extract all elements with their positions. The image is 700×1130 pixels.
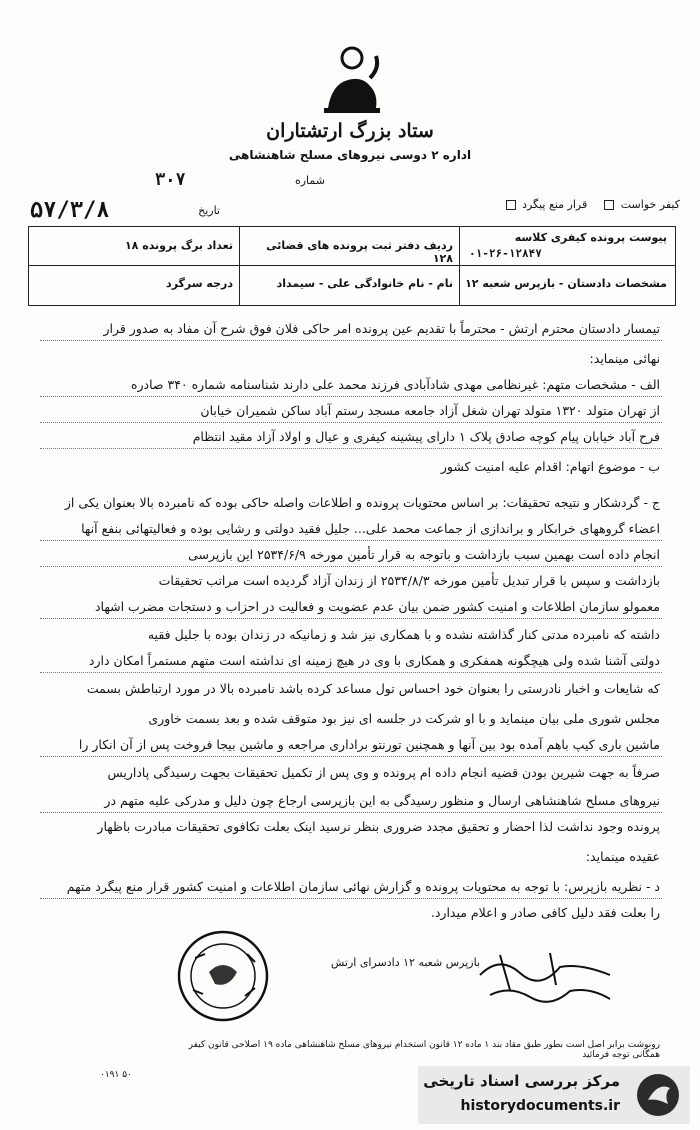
footer-line: رونوشت برابر اصل است بطور طبق مقاد بند ۱ ماده ۱۲ قانون استخدام نیروهای مسلح شاهنشاهی ماده ۱۹ اصلاحی قانون کیفر (188, 1040, 660, 1050)
cell-rank: درجه سرگرد (166, 277, 233, 290)
cell-pages: تعداد برگ پرونده ۱۸ (124, 239, 233, 252)
body-line: الف - مشخصات متهم: غیرنظامی مهدی شادآبادی فرزند محمد علی دارند شناسنامه شماره ۳۴۰ صادره (130, 377, 660, 392)
underline-rule (40, 422, 662, 423)
underline-rule (40, 812, 662, 813)
footer-note (80, 1040, 660, 1060)
watermark-url: historydocuments.ir (460, 1098, 620, 1114)
body-line: داشته که نامبرده مدتی کنار گذاشته نشده و با همکاری نیز شد و زمانیکه در زندان بوده با جلیل فقیه (147, 627, 660, 642)
body-line: صرفاً به جهت شیرین بودن قضیه انجام داده ام پرونده و وی پس از تکمیل تحقیقات بجهت رسیدگی پاداریس (107, 765, 660, 780)
body-line: تیمسار دادستان محترم ارتش - محترماً با تقدیم عین پرونده امر حاکی فلان فوق شرح آن مفاد به صدور قرار (103, 321, 660, 336)
watermark-name: مرکز بررسی اسناد تاریخی (423, 1072, 620, 1090)
number-field (95, 172, 325, 192)
official-seal-icon (175, 928, 271, 1024)
number-value: ۳۰۷ (155, 170, 186, 190)
body-line: نیروهای مسلح شاهنشاهی ارسال و منظور رسیدگی به این بازپرسی ارجاع چون دلیل و مدرکی علیه متهم در (104, 793, 660, 808)
body-line: ماشین باری کیپ باهم آمده بود بین آنها و همچنین تورنتو براداری مراجعه و ماشین بیجا فروخت پس از آن انکار را (78, 737, 660, 752)
underline-rule (40, 340, 662, 341)
underline-rule (40, 756, 662, 757)
date-value: ۵۷/۳/۸ (30, 198, 110, 223)
body-line: از تهران متولد ۱۳۲۰ متولد تهران شغل آزاد جامعه مسجد رستم آباد ساکن شمیران خیابان (200, 403, 660, 418)
underline-rule (40, 566, 662, 567)
checkbox-indictment (604, 200, 614, 210)
cell-file-value: ۰۱-۲۶-۱۲۸۴۷ (469, 247, 542, 260)
body-line: ج - گردشکار و نتیجه تحقیقات: بر اساس محتویات پرونده و اطلاعات واصله حاکی بوده که نامبرده بالا بعنوان یکی از (64, 495, 660, 510)
underline-rule (40, 396, 662, 397)
body-line: عقیده مینماید: (585, 849, 660, 864)
body-line: مجلس شوری ملی بیان مینماید و با او شرکت در جلسه ای نیز بود متوقف شده و بعد بسمت خاوری (148, 711, 660, 726)
handwritten-signature-icon (470, 945, 620, 1015)
body-line: که شایعات و اخبار نادرستی را بعنوان خود احساس تول مساعد کرده باشد نامبرده بالا در مورد ارتباطش بسمت (86, 681, 660, 696)
number-label: شماره (294, 174, 325, 187)
signature-caption: بازپرس شعبه ۱۲ دادسرای ارتش (330, 956, 480, 969)
body-line: پرونده وجود نداشت لذا احضار و تحقیق مجدد ضروری بنظر نرسید اینک بعلت تکافوی تحقیقات مبادرت باظهار (97, 819, 660, 834)
date-field (30, 198, 220, 224)
body-line: د - نظریه بازپرس: با توجه به محتویات پرونده و گزارش نهائی سازمان اطلاعات و امنیت کشور قرار منع پیگرد متهم (66, 879, 660, 894)
cell-register: ردیف دفتر ثبت پرونده های قضائی ۱۲۸ (266, 239, 453, 265)
body-line: اعضاء گروههای خرابکار و براندازی از جماعت محمد علی... جلیل فقید دولتی و رشایی بوده و فعالیتهائی بنفع آنها (81, 521, 660, 536)
underline-rule (40, 540, 662, 541)
org-subtitle: اداره ۲ دوسی نیروهای مسلح شاهنشاهی (228, 148, 472, 162)
checkbox-dismissal-label: قرار منع پیگرد (522, 198, 588, 211)
document-type-checkboxes (420, 198, 680, 218)
cell-spec: مشخصات دادستان - بازپرس شعبه ۱۲ (465, 277, 667, 290)
date-label: تاریخ (198, 204, 220, 217)
checkbox-dismissal (506, 200, 516, 210)
underline-rule (40, 618, 662, 619)
body-line: را بعلت فقد دلیل کافی صادر و اعلام میدارد. (430, 905, 660, 920)
body-line: نهائی مینماید: (589, 351, 660, 366)
footer-line: همگانی توجه فرمائید (582, 1050, 660, 1060)
body-line: ب - موضوع اتهام: اقدام علیه امنیت کشور (440, 459, 660, 474)
underline-rule (40, 448, 662, 449)
table-divider (29, 265, 675, 266)
table-divider (459, 227, 460, 305)
body-line: دولتی آشنا شده ولی هیچگونه همفکری و همکاری با وی در هیچ زمینه ای نداشته است متهم مستمراً امکان دارد (88, 653, 660, 668)
body-line: انجام داده است بهمین سبب بازداشت و باتوجه به قرار تأمین مورخه ۲۵۳۴/۶/۹ این بازپرسی (188, 547, 660, 562)
org-title: ستاد بزرگ ارتشتاران (266, 120, 434, 142)
underline-rule (40, 898, 662, 899)
footer-number: ۰۱۹۱ ۵۰ (100, 1070, 132, 1080)
info-table (28, 226, 676, 306)
lion-sun-emblem-icon (318, 38, 386, 116)
checkbox-indictment-label: کیفر خواست (620, 198, 680, 211)
archive-logo-icon (634, 1072, 682, 1118)
watermark-logo (418, 1066, 690, 1124)
cell-file-label: پیوست پرونده کیفری کلاسه (514, 231, 667, 244)
underline-rule (40, 672, 662, 673)
body-line: بازداشت و سپس با قرار تبدیل تأمین مورخه ۲۵۳۴/۸/۳ از زندان آزاد گردیده است مراتب تحقیقات (158, 573, 660, 588)
body-line: معمولو سازمان اطلاعات و امنیت کشور ضمن بیان عدم عضویت و فعالیت در احزاب و دستجات مضرب اشهاد (94, 599, 660, 614)
cell-name: نام - نام خانوادگی علی - سیمداد (276, 277, 453, 290)
table-divider (239, 227, 240, 305)
body-line: فرح آباد خیابان پیام کوچه صادق پلاک ۱ دارای پیشینه کیفری و عیال و اولاد آزاد مقید انتظام (192, 429, 660, 444)
